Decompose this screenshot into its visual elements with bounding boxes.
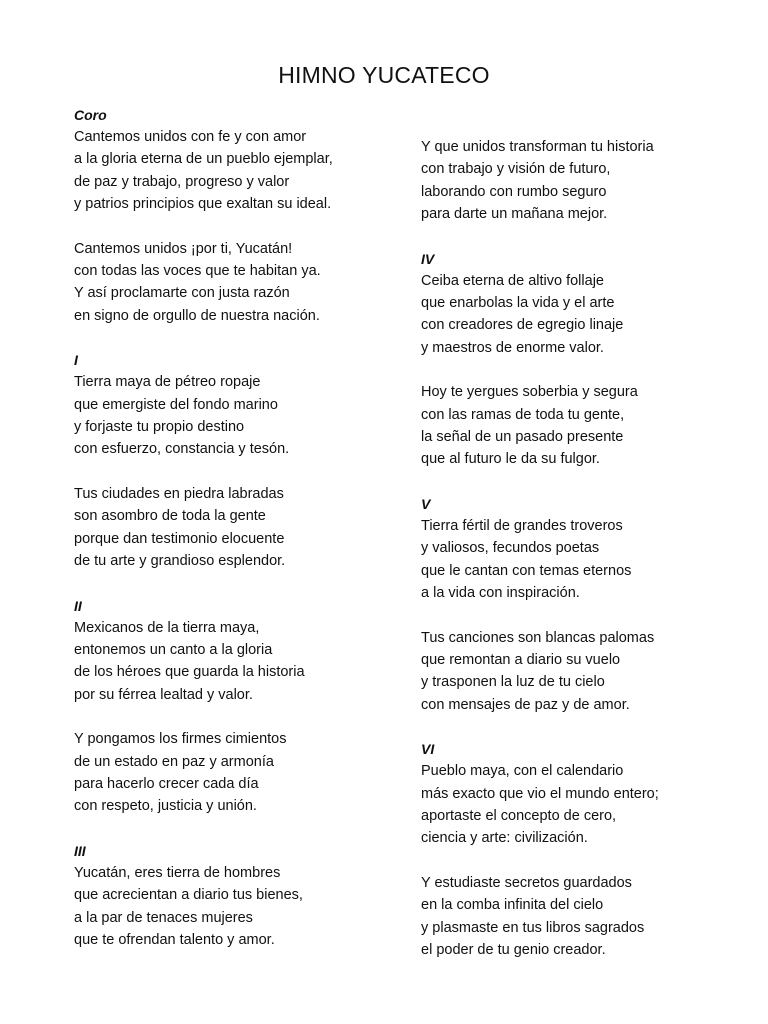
verse-line: en signo de orgullo de nuestra nación. bbox=[74, 307, 320, 324]
stanza bbox=[74, 862, 414, 952]
verse-line: ciencia y arte: civilización. bbox=[421, 830, 588, 847]
section-iv bbox=[421, 248, 761, 471]
verse-line: y maestros de enorme valor. bbox=[421, 339, 604, 356]
stanza bbox=[421, 381, 761, 471]
verse-line: Tus ciudades en piedra labradas bbox=[74, 485, 284, 502]
stanza bbox=[421, 270, 761, 360]
verse-line: Tierra maya de pétreo ropaje bbox=[74, 374, 261, 391]
section-gap bbox=[74, 573, 414, 595]
stanza bbox=[421, 136, 761, 226]
stanza bbox=[74, 238, 414, 328]
stanza bbox=[74, 483, 414, 573]
verse-line: Tierra fértil de grandes troveros bbox=[421, 517, 623, 534]
section-coro bbox=[74, 104, 414, 327]
verse-line: en la comba infinita del cielo bbox=[421, 897, 604, 914]
verse-line: a la gloria eterna de un pueblo ejemplar, bbox=[74, 151, 333, 168]
stanza-gap bbox=[421, 359, 761, 381]
verse-line: con mensajes de paz y de amor. bbox=[421, 696, 630, 713]
verse-line: para darte un mañana mejor. bbox=[421, 206, 608, 223]
verse-line: que emergiste del fondo marino bbox=[74, 396, 278, 413]
verse-line: y patrios principios que exaltan su ideal. bbox=[74, 196, 332, 213]
stanza bbox=[421, 760, 761, 850]
stanza-gap bbox=[74, 706, 414, 728]
verse-line: el poder de tu genio creador. bbox=[421, 941, 606, 958]
verse-line: con trabajo y visión de futuro, bbox=[421, 161, 611, 178]
verse-line: la señal de un pasado presente bbox=[421, 429, 624, 446]
stanza bbox=[421, 872, 761, 962]
section-label: V bbox=[421, 495, 431, 512]
stanza-gap bbox=[74, 461, 414, 483]
section-iii bbox=[74, 840, 414, 952]
verse-line: que remontan a diario su vuelo bbox=[421, 651, 621, 668]
verse-line: Cantemos unidos ¡por ti, Yucatán! bbox=[74, 240, 293, 257]
verse-line: Ceiba eterna de altivo follaje bbox=[421, 272, 604, 289]
section-gap bbox=[74, 327, 414, 349]
section-i bbox=[74, 349, 414, 572]
verse-line: a la vida con inspiración. bbox=[421, 585, 580, 602]
verse-line: para hacerlo crecer cada día bbox=[74, 775, 259, 792]
verse-line: con todas las voces que te habitan ya. bbox=[74, 263, 321, 280]
stanza bbox=[421, 627, 761, 717]
section-v bbox=[421, 493, 761, 716]
verse-line: Hoy te yergues soberbia y segura bbox=[421, 384, 638, 401]
stanza bbox=[74, 371, 414, 461]
verse-line: Y pongamos los firmes cimientos bbox=[74, 731, 287, 748]
verse-line: Y estudiaste secretos guardados bbox=[421, 874, 632, 891]
document-title: HIMNO YUCATECO bbox=[278, 62, 490, 88]
section-gap bbox=[74, 818, 414, 840]
verse-line: que te ofrendan talento y amor. bbox=[74, 931, 275, 948]
verse-line: Pueblo maya, con el calendario bbox=[421, 763, 624, 780]
verse-line: aportaste el concepto de cero, bbox=[421, 807, 617, 824]
stanza bbox=[421, 515, 761, 605]
verse-line: de paz y trabajo, progreso y valor bbox=[74, 173, 290, 190]
verse-line: y plasmaste en tus libros sagrados bbox=[421, 919, 645, 936]
verse-line: Yucatán, eres tierra de hombres bbox=[74, 864, 281, 881]
section-label: III bbox=[74, 842, 86, 859]
verse-line: Mexicanos de la tierra maya, bbox=[74, 619, 260, 636]
verse-line: Tus canciones son blancas palomas bbox=[421, 629, 655, 646]
verse-line: que acrecientan a diario tus bienes, bbox=[74, 887, 303, 904]
stanza bbox=[74, 126, 414, 216]
verse-line: por su férrea lealtad y valor. bbox=[74, 686, 253, 703]
stanza bbox=[74, 728, 414, 818]
section-vi bbox=[421, 738, 761, 961]
verse-line: que le cantan con temas eternos bbox=[421, 562, 632, 579]
verse-line: que al futuro le da su fulgor. bbox=[421, 451, 600, 468]
verse-line: Cantemos unidos con fe y con amor bbox=[74, 129, 307, 145]
left-column bbox=[74, 104, 414, 951]
verse-line: y forjaste tu propio destino bbox=[74, 419, 245, 436]
verse-line: y valiosos, fecundos poetas bbox=[421, 540, 600, 557]
verse-line: con respeto, justicia y unión. bbox=[74, 798, 257, 815]
section-gap bbox=[421, 226, 761, 248]
verse-line: y trasponen la luz de tu cielo bbox=[421, 674, 605, 691]
section-ii bbox=[74, 595, 414, 818]
verse-line: laborando con rumbo seguro bbox=[421, 183, 607, 200]
verse-line: con creadores de egregio linaje bbox=[421, 317, 624, 334]
verse-line: que enarbolas la vida y el arte bbox=[421, 295, 615, 312]
right-column bbox=[421, 136, 761, 961]
stanza-gap bbox=[421, 605, 761, 627]
section-gap bbox=[421, 716, 761, 738]
section-label: I bbox=[74, 352, 78, 369]
verse-line: de un estado en paz y armonía bbox=[74, 753, 274, 770]
verse-line: porque dan testimonio elocuente bbox=[74, 530, 285, 547]
verse-line: de tu arte y grandioso esplendor. bbox=[74, 553, 286, 570]
verse-line: a la par de tenaces mujeres bbox=[74, 909, 253, 926]
verse-line: más exacto que vio el mundo entero; bbox=[421, 785, 659, 802]
verse-line: son asombro de toda la gente bbox=[74, 508, 266, 525]
verse-line: Y que unidos transforman tu historia bbox=[421, 139, 654, 155]
section-label: Coro bbox=[74, 107, 107, 123]
verse-line: entonemos un canto a la gloria bbox=[74, 641, 273, 658]
section-continued bbox=[421, 136, 761, 226]
section-label: II bbox=[74, 597, 82, 614]
section-label: VI bbox=[421, 741, 435, 758]
section-label: IV bbox=[421, 250, 435, 267]
verse-line: Y así proclamarte con justa razón bbox=[74, 285, 290, 302]
section-gap bbox=[421, 471, 761, 493]
verse-line: de los héroes que guarda la historia bbox=[74, 664, 305, 681]
stanza-gap bbox=[74, 216, 414, 238]
stanza bbox=[74, 617, 414, 707]
verse-line: con las ramas de toda tu gente, bbox=[421, 406, 625, 423]
stanza-gap bbox=[421, 850, 761, 872]
verse-line: con esfuerzo, constancia y tesón. bbox=[74, 441, 290, 458]
